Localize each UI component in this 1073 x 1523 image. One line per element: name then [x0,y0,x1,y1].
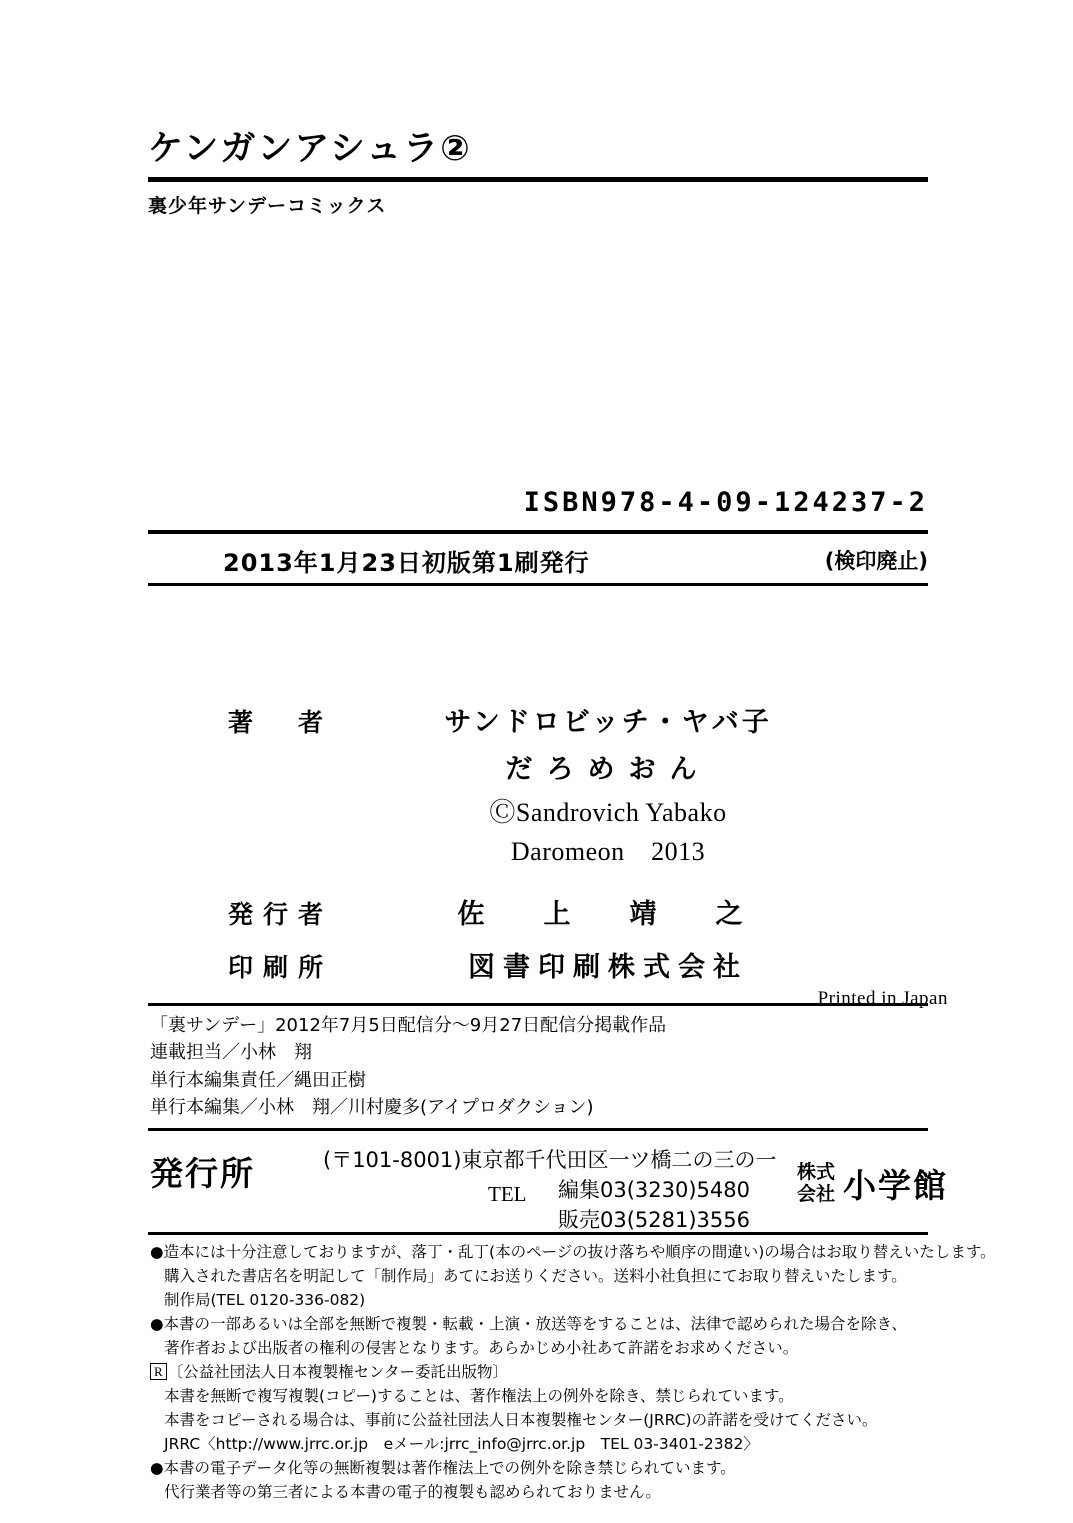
credit-copyright-line-2: Daromeon 2013 [510,837,706,866]
legal-line-11: 代行業者等の第三者による本書の電子的複製も認められておりません。 [164,1483,661,1502]
printed-in-japan: Printed in Japan [817,988,948,1009]
credit-row [148,892,948,931]
imprint-kk-line1: 株式 [796,1160,835,1183]
legal-line-3: 制作局(TEL 0120-336-082) [164,1291,366,1310]
legal-line-6 [150,1360,950,1384]
legal-line-1: ●造本には十分注意しておりますが、落丁・乱丁(本のページの抜け落ちや順序の間違い)の場合はお取り替えいたします。 [150,1243,996,1261]
serial-info-line: 単行本編集／小林 翔／川村慶多(アイプロダクション) [150,1097,594,1119]
legal-line-6-text: 〔公益社団法人日本複製権センター委託出版物〕 [167,1363,509,1382]
reprographic-rights-icon: R [150,1363,167,1380]
publication-rule [148,583,928,586]
publisher-label: 発行所 [150,1154,255,1193]
legal-line-8: 本書をコピーされる場合は、事前に公益社団法人日本複製権センター(JRRC)の許諾を受けてください。 [164,1411,878,1430]
credit-row [148,700,948,739]
phone-line-sales: 販売03(5281)3556 [558,1208,750,1233]
isbn-number: ISBN978-4-09-124237-2 [523,487,928,518]
publisher-address: (〒101-8001)東京都千代田区一ツ橋二の三の一 [323,1148,777,1172]
imprint-name: 小学館 [843,1166,948,1205]
title-block [148,128,928,218]
series-label: 裏少年サンデーコミックス [148,195,387,217]
legal-line-2: 購入された書店名を明記して「制作局」あてにお送りください。送料小社負担にてお取り替えいたします。 [164,1267,907,1286]
legal-line-10: ●本書の電子データ化等の無断複製は著作権法上での例外を除き禁じられています。 [150,1459,736,1478]
legal-rule [148,1232,928,1235]
serial-rule [148,1003,928,1006]
seal-abolished-note: (検印廃止) [824,549,928,573]
book-title: ケンガンアシュラ② [148,129,472,169]
credit-copyright-line-1: ⒸSandrovich Yabako [489,798,727,827]
legal-line-4: ●本書の一部あるいは全部を無断で複製・転載・上演・放送等をすることは、法律で認められた場合を除き、 [150,1315,907,1334]
imprint-company-type [797,1162,835,1206]
legal-line-9: JRRC〈http://www.jrrc.or.jp eメール:jrrc_info@jrrc.or.jp TEL 03-3401-2382〉 [164,1435,759,1454]
legal-notes-block [150,1240,996,1504]
legal-line-5: 著作者および出版者の権利の侵害となります。あらかじめ小社あて許諾をお求めください。 [164,1339,799,1358]
publication-date: 2013年1月23日初版第1刷発行 [223,549,590,577]
title-rule-thick [148,177,928,182]
publisher-rule [148,1128,928,1131]
credits-block [148,700,948,1009]
publisher-block [148,1138,948,1233]
credit-row [148,945,948,984]
isbn-rule [148,530,928,534]
legal-line-7: 本書を無断で複写複製(コピー)することは、著作権法上の例外を除き、禁じられています。 [164,1387,794,1406]
imprint-logo [797,1160,948,1207]
serial-info-line: 単行本編集責任／縄田正樹 [150,1069,366,1091]
credit-label-printer: 印刷所 [228,953,334,982]
imprint-kk-line2: 会社 [796,1182,835,1205]
phone-line-editorial: 編集03(3230)5480 [558,1178,750,1202]
publication-date-row [148,543,928,581]
serial-info-line: 連載担当／小林 翔 [150,1042,312,1064]
credit-label-author: 著 者 [228,708,334,737]
credit-label-publisher-person: 発行者 [228,900,334,929]
serial-info-block [150,1012,940,1121]
credit-value-author-1: サンドロビッチ・ヤバ子 [444,707,772,738]
serial-info-line: 「裏サンデー」2012年7月5日配信分〜9月27日配信分掲載作品 [150,1015,667,1036]
credit-value-printer: 図書印刷株式会社 [468,952,748,983]
credit-value-publisher-person: 佐 上 靖 之 [457,899,759,930]
tel-label: TEL [488,1182,527,1206]
credit-value-author-2: だろめおん [505,754,711,785]
publisher-phone-numbers [558,1175,750,1236]
